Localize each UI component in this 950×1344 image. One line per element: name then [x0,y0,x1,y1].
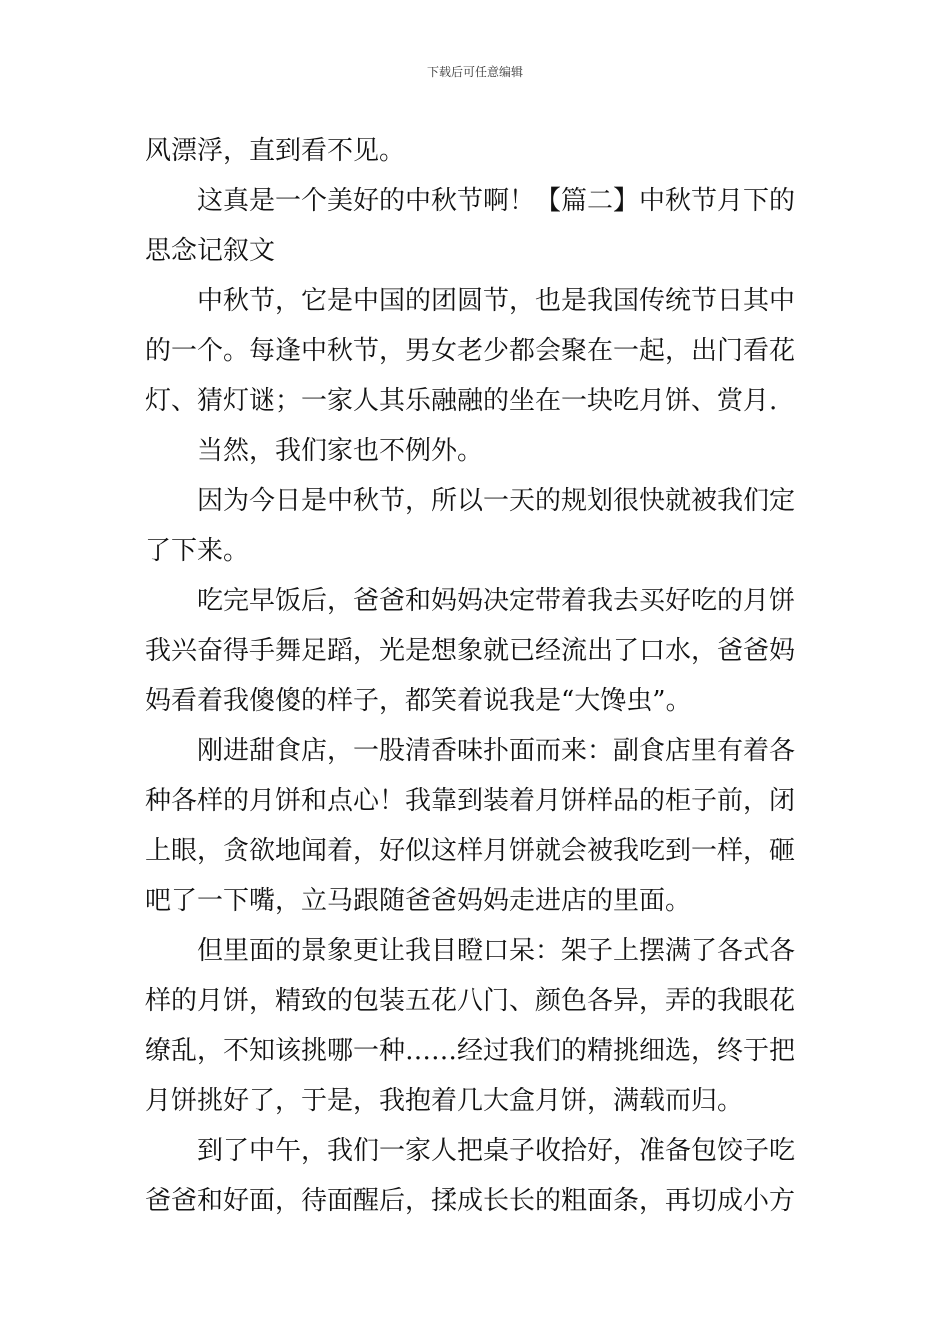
text-line: 种各样的月饼和点心！我靠到装着月饼样品的柜子前，闭 [145,786,796,816]
text-line: 到了中午，我们一家人把桌子收拾好，准备包饺子吃 [197,1136,796,1166]
text-line: 吃完早饭后，爸爸和妈妈决定带着我去买好吃的月饼 [197,586,796,616]
text-line: 当然，我们家也不例外。 [197,436,484,466]
text-line: 爸爸和好面，待面醒后，揉成长长的粗面条，再切成小方 [145,1186,796,1216]
text-line: 思念记叙文 [145,236,276,266]
text-line: 的一个。每逢中秋节，男女老少都会聚在一起，出门看花 [145,336,796,366]
text-line: 这真是一个美好的中秋节啊！【篇二】中秋节月下的 [197,186,796,216]
text-line: 妈看着我傻傻的样子，都笑着说我是“大馋虫”。 [145,686,692,716]
text-line: 上眼，贪欲地闻着，好似这样月饼就会被我吃到一样，砸 [145,836,796,866]
text-line: 月饼挑好了，于是，我抱着几大盒月饼，满载而归。 [145,1086,744,1116]
text-line: 刚进甜食店，一股清香味扑面而来：副食店里有着各 [197,736,796,766]
text-line: 灯、猜灯谜；一家人其乐融融的坐在一块吃月饼、赏月. [145,386,778,416]
text-line: 样的月饼，精致的包装五花八门、颜色各异，弄的我眼花 [145,986,796,1016]
text-line: 风漂浮，直到看不见。 [145,136,406,166]
page-header: 下载后可任意编辑 [426,65,523,79]
text-line: 吧了一下嘴，立马跟随爸爸妈妈走进店的里面。 [145,886,692,916]
text-line: 我兴奋得手舞足蹈，光是想象就已经流出了口水，爸爸妈 [145,636,796,666]
text-line: 了下来。 [145,536,250,566]
text-line: 缭乱，不知该挑哪一种……经过我们的精挑细选，终于把 [145,1036,796,1066]
text-line: 中秋节，它是中国的团圆节，也是我国传统节日其中 [197,286,796,316]
text-line: 但里面的景象更让我目瞪口呆：架子上摆满了各式各 [197,936,796,966]
document-body [145,126,810,1226]
text-line: 因为今日是中秋节，所以一天的规划很快就被我们定 [197,486,796,516]
